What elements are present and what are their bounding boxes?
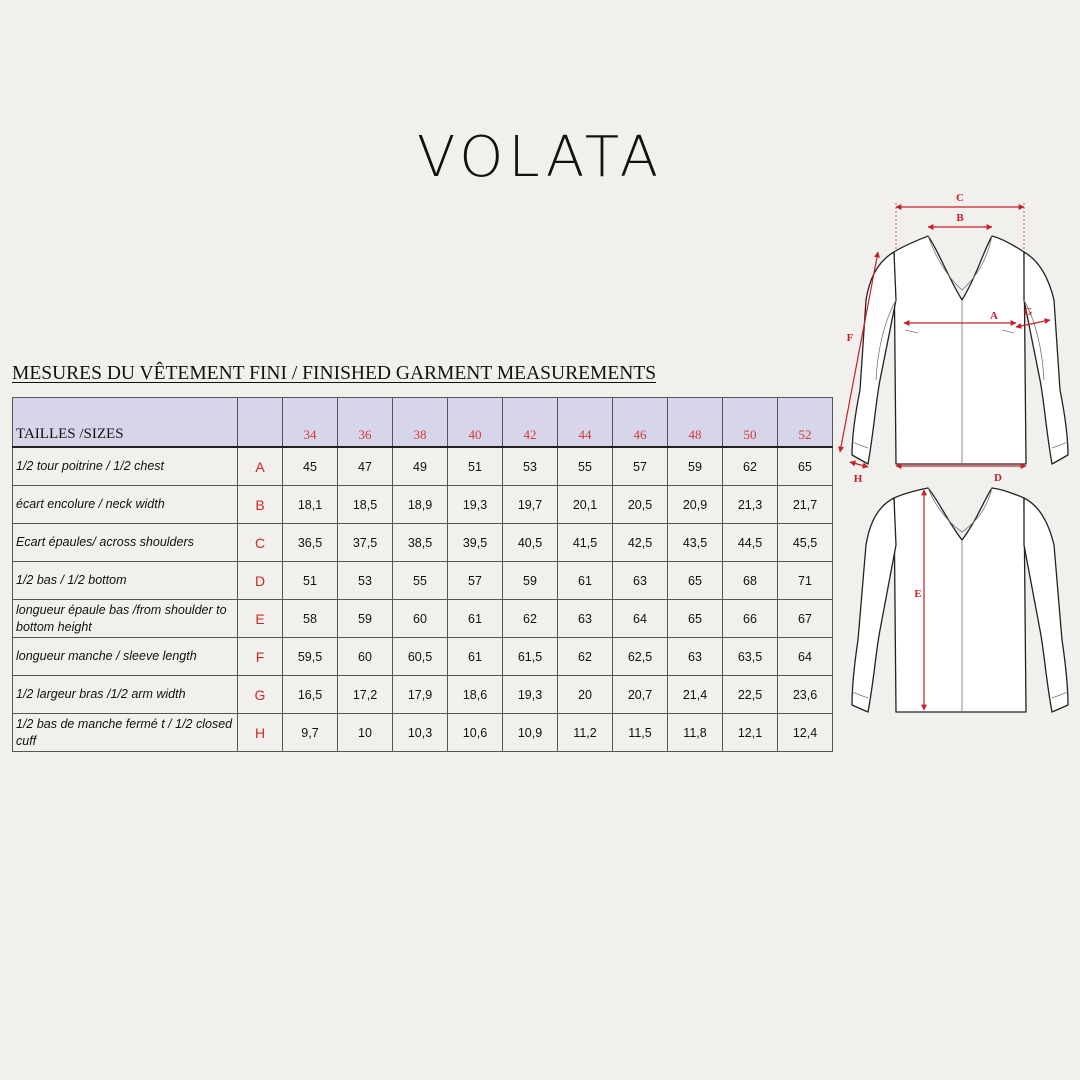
measurement-value: 64 <box>613 600 668 638</box>
measurement-letter: H <box>238 714 283 752</box>
size-number: 42 <box>523 427 537 442</box>
measurement-label: 1/2 bas de manche fermé t / 1/2 closed cuff <box>13 714 238 752</box>
measurement-label: écart encolure / neck width <box>13 486 238 524</box>
measurement-value: 18,1 <box>283 486 338 524</box>
label-d: D <box>994 472 1002 484</box>
measurement-value: 18,6 <box>448 676 503 714</box>
measurement-value: 17,2 <box>338 676 393 714</box>
measurement-value: 53 <box>338 562 393 600</box>
back-view-garment <box>852 488 1068 712</box>
measurement-value: 61,5 <box>503 638 558 676</box>
measurement-value: 37,5 <box>338 524 393 562</box>
measurement-value: 44,5 <box>723 524 778 562</box>
measurement-value: 19,3 <box>503 676 558 714</box>
measurement-value: 23,6 <box>778 676 833 714</box>
measurement-value: 18,5 <box>338 486 393 524</box>
measurement-value: 47 <box>338 447 393 486</box>
measurement-value: 65 <box>668 562 723 600</box>
measurement-value: 20 <box>558 676 613 714</box>
label-a: A <box>990 310 998 322</box>
measurement-value: 65 <box>668 600 723 638</box>
measurement-value: 62,5 <box>613 638 668 676</box>
measurement-value: 11,5 <box>613 714 668 752</box>
measurement-value: 60 <box>393 600 448 638</box>
measurement-value: 11,2 <box>558 714 613 752</box>
brand-title: VOLATA <box>416 125 663 190</box>
measurement-value: 20,1 <box>558 486 613 524</box>
measurement-value: 61 <box>558 562 613 600</box>
measurement-value: 10,9 <box>503 714 558 752</box>
size-header-cell <box>503 398 558 448</box>
size-header-cell <box>613 398 668 448</box>
measurement-value: 55 <box>393 562 448 600</box>
measurement-value: 41,5 <box>558 524 613 562</box>
measurement-value: 22,5 <box>723 676 778 714</box>
measurement-value: 63 <box>613 562 668 600</box>
size-number: 52 <box>798 427 812 442</box>
table-row <box>13 524 833 562</box>
measurements-table <box>12 397 833 752</box>
table-subtitle: MESURES DU VÊTEMENT FINI / FINISHED GARMENT MEASUREMENTS <box>12 363 657 384</box>
measurement-value: 20,5 <box>613 486 668 524</box>
measurement-letter: B <box>238 486 283 524</box>
measurement-value: 38,5 <box>393 524 448 562</box>
measurement-value: 53 <box>503 447 558 486</box>
size-number: 46 <box>633 427 647 442</box>
measurement-value: 12,4 <box>778 714 833 752</box>
measurement-value: 63,5 <box>723 638 778 676</box>
measurement-value: 19,7 <box>503 486 558 524</box>
measurement-value: 21,7 <box>778 486 833 524</box>
measurement-value: 67 <box>778 600 833 638</box>
measurement-value: 63 <box>558 600 613 638</box>
measurement-value: 68 <box>723 562 778 600</box>
measurement-value: 49 <box>393 447 448 486</box>
size-header-cell <box>448 398 503 448</box>
measurement-value: 9,7 <box>283 714 338 752</box>
label-e: E <box>914 588 922 600</box>
garment-diagram <box>836 180 1076 730</box>
measurement-letter: C <box>238 524 283 562</box>
measurement-value: 62 <box>558 638 613 676</box>
size-header-cell <box>723 398 778 448</box>
table-row <box>13 638 833 676</box>
measurement-letter: D <box>238 562 283 600</box>
measurement-value: 43,5 <box>668 524 723 562</box>
measurement-label: 1/2 largeur bras /1/2 arm width <box>13 676 238 714</box>
size-number: 48 <box>688 427 702 442</box>
measurement-value: 42,5 <box>613 524 668 562</box>
sizes-header-label: TAILLES /SIZES <box>13 398 238 448</box>
measurement-value: 61 <box>448 600 503 638</box>
measurement-value: 66 <box>723 600 778 638</box>
measurement-value: 51 <box>283 562 338 600</box>
measurement-value: 16,5 <box>283 676 338 714</box>
table-row <box>13 714 833 752</box>
size-number: 34 <box>303 427 317 442</box>
measurement-value: 40,5 <box>503 524 558 562</box>
measurement-value: 20,9 <box>668 486 723 524</box>
measurement-label: longueur épaule bas /from shoulder to bottom height <box>13 600 238 638</box>
measurement-value: 62 <box>723 447 778 486</box>
measurement-value: 61 <box>448 638 503 676</box>
measurement-value: 58 <box>283 600 338 638</box>
front-view-garment <box>852 236 1068 464</box>
measurement-value: 10,6 <box>448 714 503 752</box>
size-number: 38 <box>413 427 427 442</box>
measurement-value: 39,5 <box>448 524 503 562</box>
table-row <box>13 486 833 524</box>
measurement-value: 59 <box>668 447 723 486</box>
measurement-value: 57 <box>448 562 503 600</box>
size-header-cell <box>283 398 338 448</box>
table-row <box>13 562 833 600</box>
size-number: 36 <box>358 427 372 442</box>
measurement-value: 60,5 <box>393 638 448 676</box>
measurement-label: Ecart épaules/ across shoulders <box>13 524 238 562</box>
measurement-value: 62 <box>503 600 558 638</box>
table-header-row <box>13 398 833 448</box>
measurement-value: 51 <box>448 447 503 486</box>
measurement-value: 11,8 <box>668 714 723 752</box>
label-h: H <box>853 473 863 485</box>
size-header-cell <box>338 398 393 448</box>
table-row <box>13 600 833 638</box>
table-row <box>13 447 833 486</box>
measurement-value: 55 <box>558 447 613 486</box>
measurement-value: 12,1 <box>723 714 778 752</box>
measurement-value: 64 <box>778 638 833 676</box>
label-f: F <box>846 332 854 344</box>
size-header-cell <box>778 398 833 448</box>
measurement-value: 20,7 <box>613 676 668 714</box>
measurement-label: 1/2 tour poitrine / 1/2 chest <box>13 447 238 486</box>
measurement-value: 59 <box>503 562 558 600</box>
label-c: C <box>956 192 964 204</box>
measurement-value: 60 <box>338 638 393 676</box>
measurement-letter: F <box>238 638 283 676</box>
measurement-value: 45,5 <box>778 524 833 562</box>
measurement-value: 57 <box>613 447 668 486</box>
measurement-value: 65 <box>778 447 833 486</box>
measurement-letter: A <box>238 447 283 486</box>
letter-header-cell <box>238 398 283 448</box>
measurement-value: 18,9 <box>393 486 448 524</box>
size-number: 40 <box>468 427 482 442</box>
measurement-label: 1/2 bas / 1/2 bottom <box>13 562 238 600</box>
measurement-value: 21,4 <box>668 676 723 714</box>
size-number: 50 <box>743 427 757 442</box>
size-header-cell <box>393 398 448 448</box>
table-row <box>13 676 833 714</box>
measurement-value: 10 <box>338 714 393 752</box>
measurement-letter: E <box>238 600 283 638</box>
label-g: G <box>1023 306 1033 318</box>
label-b: B <box>956 212 964 224</box>
measurement-value: 36,5 <box>283 524 338 562</box>
size-header-cell <box>558 398 613 448</box>
measurement-value: 71 <box>778 562 833 600</box>
measurement-value: 19,3 <box>448 486 503 524</box>
measurement-label: longueur manche / sleeve length <box>13 638 238 676</box>
measurement-letter: G <box>238 676 283 714</box>
measurement-value: 59 <box>338 600 393 638</box>
measurement-value: 59,5 <box>283 638 338 676</box>
size-number: 44 <box>578 427 592 442</box>
measurement-value: 21,3 <box>723 486 778 524</box>
measurement-value: 63 <box>668 638 723 676</box>
measurement-value: 17,9 <box>393 676 448 714</box>
size-header-cell <box>668 398 723 448</box>
measurement-value: 10,3 <box>393 714 448 752</box>
measurement-value: 45 <box>283 447 338 486</box>
